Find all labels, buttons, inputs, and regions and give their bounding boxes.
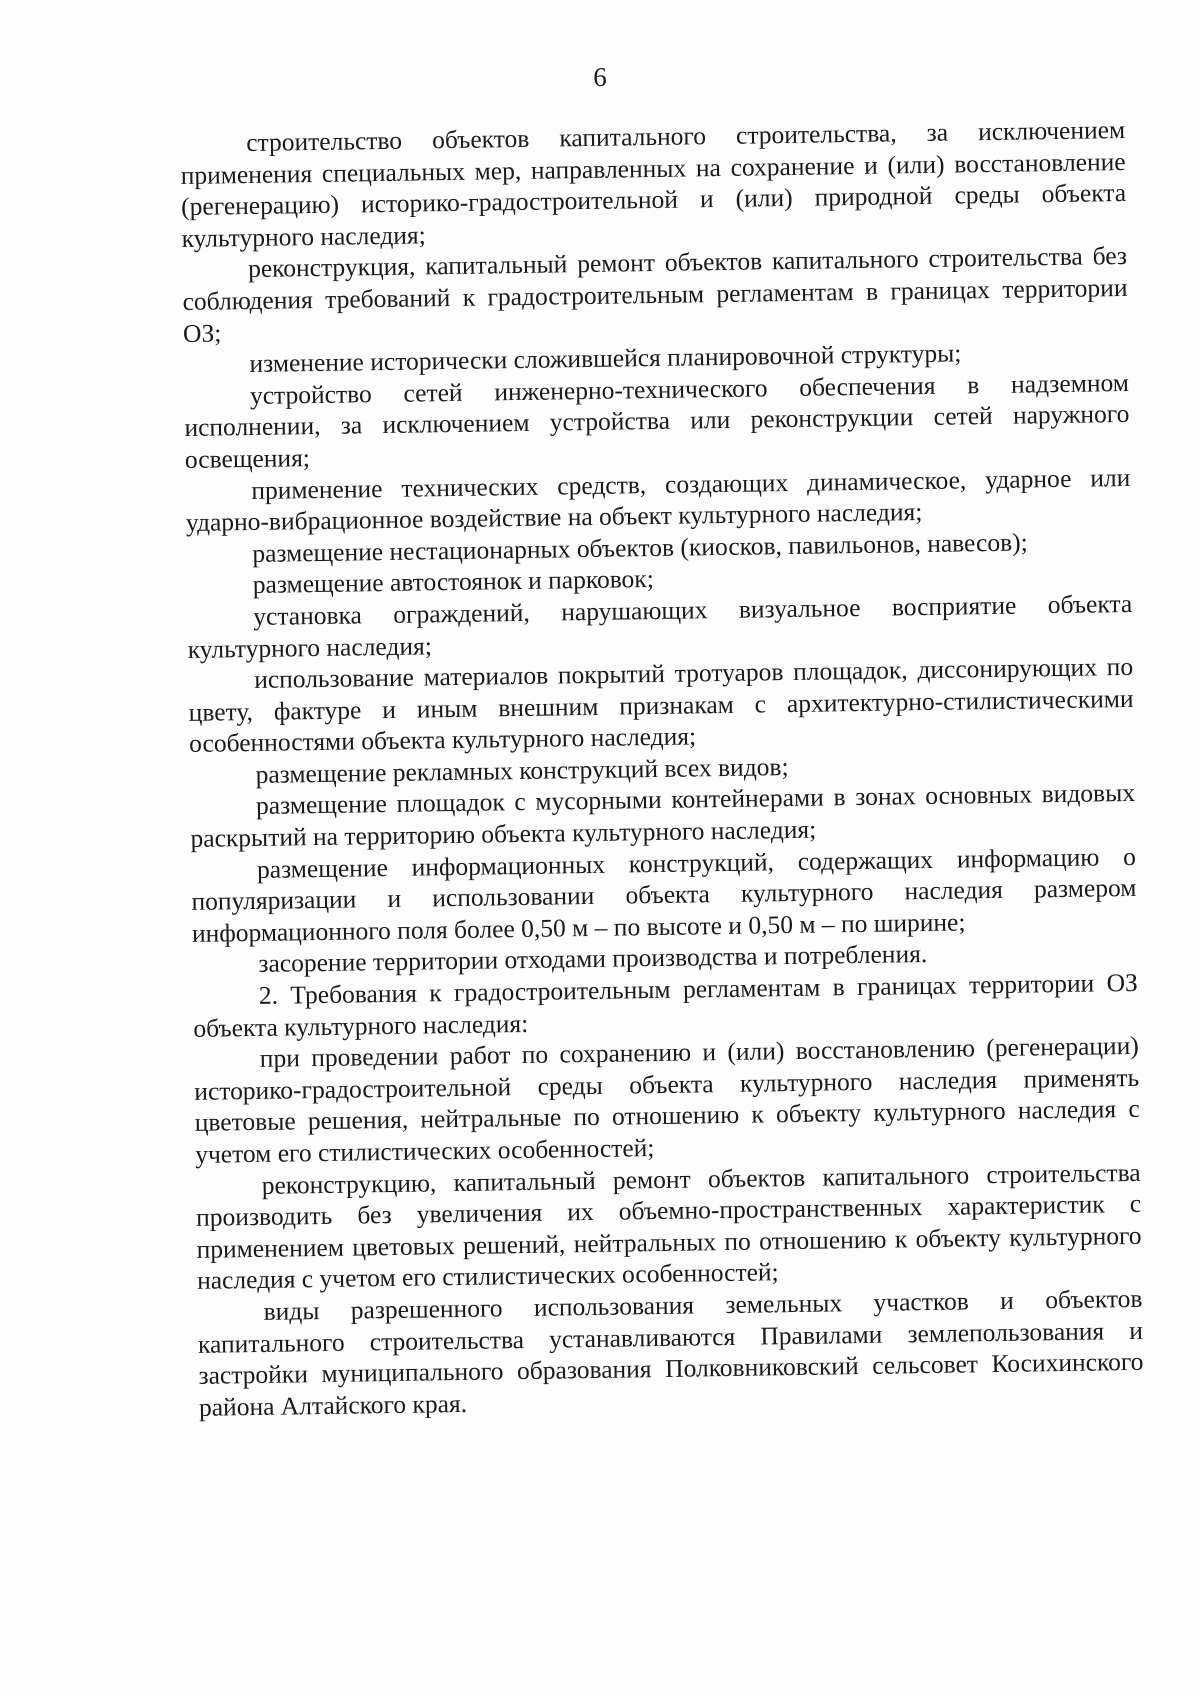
paragraph-pavement-materials: использование материалов покрытий тротуаров площадок, диссонирующих по цвету, фактуре и иным внешним признакам с архитектурно-стилистическими особенностями объекта культурного наследия; (188, 652, 1134, 759)
paragraph-engineering-networks: устройство сетей инженерно-технического обеспечения в надземном исполнении, за исключением устройства или реконструкции сетей наружного освещения; (184, 367, 1130, 474)
paragraph-non-stationary-objects: размещение нестационарных объектов (киосков, павильонов, навесов); (252, 527, 1028, 568)
paragraph-planning-structure: изменение исторически сложившейся планировочной структуры; (249, 338, 962, 379)
paragraph-capital-construction: строительство объектов капитального строительства, за исключением применения специальных мер, направленных на сохранение и (или) восстановление (регенерацию) историко-градостроительной и (или) природной среды объекта культурного наследия; (180, 114, 1127, 253)
paragraph-littering: засорение территории отходами производства и потребления. (258, 939, 928, 979)
page-number: 6 (593, 62, 607, 92)
paragraph-parking: размещение автостоянок и парковок; (252, 564, 655, 600)
paragraph-color-solutions: при проведении работ по сохранению и (или) восстановлению (регенерации) историко-градостроительной среды объекта культурного наследия применять цветовые решения, нейтральные по отношению к объекту культурного наследия с учетом его стилистических особенностей; (194, 1031, 1140, 1169)
paragraph-technical-means: применение технических средств, создающих динамическое, ударное или ударно-вибрационное воздействие на объект культурного наследия; (185, 462, 1131, 538)
paragraph-permitted-use: виды разрешенного использования земельных участков и объектов капитального строительства устанавливаются Правилами землепользования и застройки муниципального образования Полковниковский сельсовет Косихинского района Алтайского края. (197, 1283, 1144, 1422)
paragraph-reconstruction: реконструкция, капитальный ремонт объектов капитального строительства без соблюдения требований к градостроительным регламентам в границах территории ОЗ; (182, 241, 1128, 348)
paragraph-section-2-heading: 2. Требования к градостроительным регламентам в границах территории ОЗ объекта культурного наследия: (193, 967, 1138, 1043)
paragraph-advertising: размещение рекламных конструкций всех видов; (255, 751, 789, 789)
paragraph-information-structures: размещение информационных конструкций, содержащих информацию о популяризации и использовании объекта культурного наследия размером информационного поля более 0,50 м – по высоте и 0,50 м – по ширине; (191, 841, 1137, 948)
paragraph-reconstruction-requirements: реконструкцию, капитальный ремонт объектов капитального строительства производить без увеличения их объемно-пространственных характеристик с применением цветовых решений, нейтральных по отношению к объекту культурного наследия с учетом его стилистических особенностей; (195, 1157, 1142, 1296)
paragraph-waste-containers: размещение площадок с мусорными контейнерами в зонах основных видовых раскрытий на территорию объекта культурного наследия; (190, 778, 1136, 853)
document-body (180, 114, 1144, 1423)
paragraph-fences: установка ограждений, нарушающих визуальное восприятие объекта культурного наследия; (187, 588, 1133, 664)
